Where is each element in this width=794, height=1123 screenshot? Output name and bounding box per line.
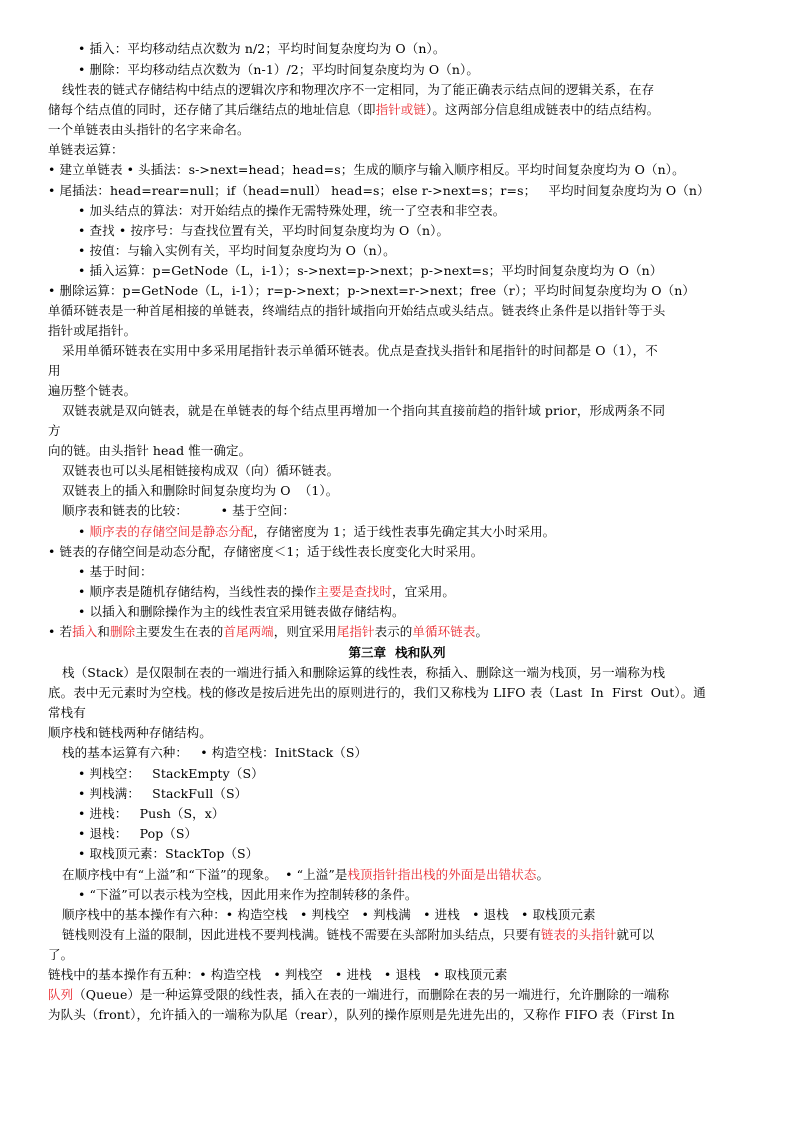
- text-span: • 取栈顶元素：StackTop（S）: [78, 846, 259, 861]
- text-line: [78, 262, 662, 280]
- text-span: 顺序栈中的基本操作有六种：• 构造空栈 • 判栈空 • 判栈满 • 进栈 • 退栈 • 取栈顶元素: [62, 907, 596, 922]
- text-span: 单链表运算：: [48, 142, 124, 157]
- text-line: [78, 523, 555, 541]
- text-line: [78, 603, 405, 621]
- text-line: [48, 724, 212, 742]
- highlighted-text: 栈顶指针指出栈的外面是出错状态: [347, 867, 537, 882]
- text-line: [48, 182, 710, 200]
- text-line: [62, 906, 596, 924]
- text-line: [78, 886, 418, 904]
- text-span: • 插入运算：p=GetNode（L，i-1）；s->next=p->next；p->next=s；平均时间复杂度均为 O（n）: [78, 263, 663, 278]
- text-span: 双链表就是双向链表，就是在单链表的每个结点里再增加一个指向其直接前趋的指针域 prior，形成两条不同: [62, 403, 666, 418]
- text-span: 栈（Stack）是仅限制在表的一端进行插入和删除运算的线性表，称插入、删除这一端为栈顶，另一端称为栈: [62, 665, 666, 680]
- text-span: 采用单循环链表在实用中多采用尾指针表示单循环链表。优点是查找头指针和尾指针的时间都是 O（1），不: [62, 343, 658, 358]
- text-line: [78, 583, 455, 601]
- text-span: 用: [48, 363, 61, 378]
- text-span: 方: [48, 423, 61, 438]
- highlighted-text: 删除: [109, 624, 136, 639]
- text-line: [78, 785, 247, 803]
- text-line: [78, 845, 258, 863]
- text-line: [48, 704, 86, 722]
- text-span: 顺序表和链表的比较： • 基于空间：: [62, 503, 296, 518]
- text-span: ，宜采用。: [391, 584, 455, 599]
- text-line: [62, 342, 658, 360]
- text-line: [62, 664, 665, 682]
- text-span: 在顺序栈中有“上溢”和“下溢”的现象。 • “上溢”是: [62, 867, 348, 882]
- text-line: [48, 684, 706, 702]
- text-span: •: [78, 524, 90, 539]
- text-line: [78, 242, 396, 260]
- text-span: • 插入：平均移动结点次数为 n/2；平均时间复杂度均为 O（n）。: [78, 41, 446, 56]
- text-span: 主要发生在表的: [135, 624, 224, 639]
- highlighted-text: 插入: [72, 624, 98, 639]
- text-line: [62, 926, 654, 944]
- text-line: [62, 462, 339, 480]
- text-span: • 判栈满： StackFull（S）: [78, 786, 248, 801]
- highlighted-text: 主要是查找时: [316, 584, 392, 599]
- text-span: • “下溢”可以表示栈为空栈，因此用来作为控制转移的条件。: [78, 887, 418, 902]
- text-line: [62, 81, 654, 99]
- text-span: 常栈有: [48, 705, 86, 720]
- text-span: 储每个结点值的同时，还存储了其后继结点的地址信息（即: [48, 102, 376, 117]
- text-span: 一个单链表由头指针的名字来命名。: [48, 122, 250, 137]
- text-line: [78, 563, 153, 581]
- text-span: （Queue）是一种运算受限的线性表，插入在表的一端进行，而删除在表的另一端进行，允许删除的一端称: [73, 987, 670, 1002]
- text-span: • 判栈空： StackEmpty（S）: [78, 766, 264, 781]
- text-line: [48, 101, 659, 119]
- text-span: 。: [475, 624, 489, 639]
- text-span: • 若: [48, 624, 73, 639]
- text-span: 单循环链表是一种首尾相接的单链表，终端结点的指针域指向开始结点或头结点。链表终止条件是以指针等于头: [48, 303, 666, 318]
- text-span: 了。: [48, 947, 74, 962]
- text-span: 和: [97, 624, 110, 639]
- text-line: [78, 202, 505, 220]
- text-span: • 删除运算：p=GetNode（L，i-1）；r=p->next；p->next=r->next；free（r）；平均时间复杂度均为 O（n）: [48, 283, 695, 298]
- text-span: • 查找 • 按序号：与查找位置有关，平均时间复杂度均为 O（n）。: [78, 223, 450, 238]
- highlighted-text: 尾指针: [336, 624, 375, 639]
- text-span: 。: [536, 867, 550, 882]
- text-line: [48, 966, 507, 984]
- highlighted-text: 指针或链: [375, 102, 427, 117]
- text-span: 为队头（front），允许插入的一端称为队尾（rear），队列的操作原则是先进先出的，又称作 FIFO 表（First In: [48, 1007, 675, 1022]
- text-span: ）。这两部分信息组成链表中的结点结构。: [426, 102, 660, 117]
- text-line: [48, 362, 61, 380]
- text-span: 双链表上的插入和删除时间复杂度均为 O （1）。: [62, 483, 339, 498]
- text-span: • 加头结点的算法：对开始结点的操作无需特殊处理，统一了空表和非空表。: [78, 203, 506, 218]
- text-line: [62, 866, 549, 884]
- text-line: [48, 322, 136, 340]
- text-span: 就可以: [616, 927, 655, 942]
- text-span: • 进栈： Push（S，x）: [78, 806, 225, 821]
- text-line: [48, 623, 488, 641]
- text-line: [48, 946, 73, 964]
- highlighted-text: 队列: [48, 987, 74, 1002]
- text-line: [62, 744, 367, 762]
- text-span: 链栈中的基本操作有五种：• 构造空栈 • 判栈空 • 进栈 • 退栈 • 取栈顶元素: [48, 967, 508, 982]
- text-span: ，存储密度为 1；适于线性表事先确定其大小时采用。: [253, 524, 556, 539]
- text-line: [48, 442, 251, 460]
- text-span: 顺序栈和链栈两种存储结构。: [48, 725, 212, 740]
- text-span: ，则宜采用: [273, 624, 337, 639]
- text-line: [48, 121, 250, 139]
- text-span: 双链表也可以头尾相链接构成双（向）循环链表。: [62, 463, 340, 478]
- text-line: [48, 161, 685, 179]
- text-span: 底。表中无元素时为空栈。栈的修改是按后进先出的原则进行的，我们又称栈为 LIFO 表（Last In First Out）。通: [48, 685, 706, 700]
- text-line: [48, 543, 483, 561]
- text-span: 表示的: [374, 624, 413, 639]
- text-line: [62, 482, 338, 500]
- text-span: 遍历整个链表。: [48, 383, 137, 398]
- text-span: 链栈则没有上溢的限制，因此进栈不要判栈满。链栈不需要在头部附加头结点，只要有: [62, 927, 541, 942]
- highlighted-text: 链表的头指针: [540, 927, 617, 942]
- text-span: • 以插入和删除操作为主的线性表宜采用链表做存储结构。: [78, 604, 405, 619]
- text-line: [62, 402, 665, 420]
- text-line: [78, 765, 264, 783]
- text-line: [78, 40, 445, 58]
- text-line: [78, 61, 479, 79]
- text-span: • 删除：平均移动结点次数为（n-1）/2；平均时间复杂度均为 O（n）。: [78, 62, 479, 77]
- text-line: [78, 222, 449, 240]
- text-line: [48, 382, 136, 400]
- text-line: [48, 422, 61, 440]
- text-span: 线性表的链式存储结构中结点的逻辑次序和物理次序不一定相同，为了能正确表示结点间的逻辑关系，在存: [62, 82, 655, 97]
- text-span: • 基于时间：: [78, 564, 153, 579]
- text-line: [48, 302, 665, 320]
- text-line: [48, 282, 695, 300]
- text-span: • 按值：与输入实例有关，平均时间复杂度均为 O（n）。: [78, 243, 396, 258]
- text-line: [62, 502, 295, 520]
- text-line: [48, 141, 124, 159]
- text-span: 第三章 栈和队列: [348, 645, 446, 660]
- highlighted-text: 首尾两端: [223, 624, 274, 639]
- text-line: [78, 805, 225, 823]
- text-span: • 建立单链表 • 头插法：s->next=head；head=s；生成的顺序与输入顺序相反。平均时间复杂度均为 O（n）。: [48, 162, 685, 177]
- text-line: [78, 825, 197, 843]
- highlighted-text: 顺序表的存储空间是静态分配: [89, 524, 254, 539]
- text-span: • 尾插法：head=rear=null；if（head=null） head=s；else r->next=s；r=s； 平均时间复杂度均为 O（n）: [48, 183, 710, 198]
- chapter-heading: [0, 644, 794, 662]
- text-span: 向的链。由头指针 head 惟一确定。: [48, 443, 252, 458]
- text-span: 指针或尾指针。: [48, 323, 137, 338]
- text-span: • 顺序表是随机存储结构，当线性表的操作: [78, 584, 317, 599]
- text-line: [48, 1006, 675, 1024]
- text-span: • 链表的存储空间是动态分配，存储密度＜1；适于线性表长度变化大时采用。: [48, 544, 484, 559]
- text-span: 栈的基本运算有六种： • 构造空栈：InitStack（S）: [62, 745, 368, 760]
- text-line: [48, 986, 669, 1004]
- highlighted-text: 单循环链表: [412, 624, 476, 639]
- text-span: • 退栈： Pop（S）: [78, 826, 198, 841]
